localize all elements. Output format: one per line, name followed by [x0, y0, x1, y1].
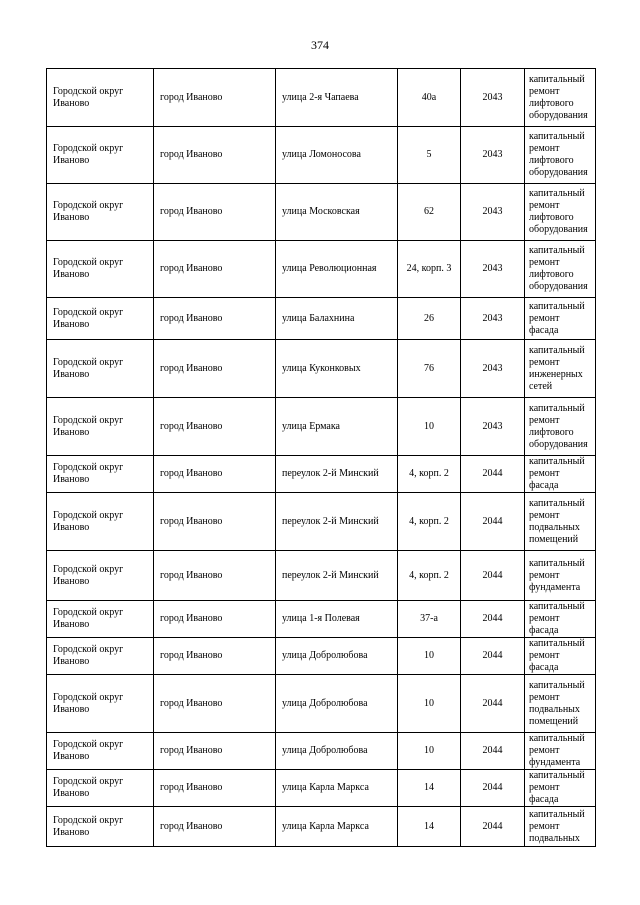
street-cell: улица Добролюбова: [276, 638, 398, 675]
table-row: [47, 733, 596, 770]
street-cell: улица Добролюбова: [276, 675, 398, 733]
house-number-cell: 10: [398, 398, 461, 456]
work-type-cell: капитальный ремонт подвальных: [525, 807, 596, 847]
table-row: [47, 807, 596, 847]
street-cell: улица Ломоносова: [276, 127, 398, 184]
table-row: [47, 69, 596, 127]
municipality-cell: Городской округ Иваново: [47, 601, 154, 638]
house-number-cell: 14: [398, 807, 461, 847]
street-cell: улица Революционная: [276, 241, 398, 298]
street-cell: улица Карла Маркса: [276, 807, 398, 847]
house-number-cell: 10: [398, 733, 461, 770]
locality-cell: город Иваново: [154, 241, 276, 298]
table-row: [47, 127, 596, 184]
year-cell: 2043: [461, 184, 525, 241]
locality-cell: город Иваново: [154, 770, 276, 807]
locality-cell: город Иваново: [154, 551, 276, 601]
locality-cell: город Иваново: [154, 807, 276, 847]
house-number-cell: 10: [398, 638, 461, 675]
locality-cell: город Иваново: [154, 675, 276, 733]
house-number-cell: 40а: [398, 69, 461, 127]
street-cell: улица Добролюбова: [276, 733, 398, 770]
house-number-cell: 10: [398, 675, 461, 733]
municipality-cell: Городской округ Иваново: [47, 69, 154, 127]
municipality-cell: Городской округ Иваново: [47, 675, 154, 733]
house-number-cell: 26: [398, 298, 461, 340]
page-number: 374: [311, 38, 329, 52]
locality-cell: город Иваново: [154, 456, 276, 493]
locality-cell: город Иваново: [154, 733, 276, 770]
table-row: [47, 241, 596, 298]
locality-cell: город Иваново: [154, 638, 276, 675]
locality-cell: город Иваново: [154, 601, 276, 638]
table-row: [47, 456, 596, 493]
locality-cell: город Иваново: [154, 298, 276, 340]
year-cell: 2043: [461, 298, 525, 340]
house-number-cell: 62: [398, 184, 461, 241]
locality-cell: город Иваново: [154, 398, 276, 456]
year-cell: 2043: [461, 398, 525, 456]
year-cell: 2044: [461, 551, 525, 601]
house-number-cell: 5: [398, 127, 461, 184]
locality-cell: город Иваново: [154, 127, 276, 184]
municipality-cell: Городской округ Иваново: [47, 638, 154, 675]
work-type-cell: капитальный ремонт инженерных сетей: [525, 340, 596, 398]
year-cell: 2043: [461, 340, 525, 398]
house-number-cell: 14: [398, 770, 461, 807]
street-cell: улица Карла Маркса: [276, 770, 398, 807]
work-type-cell: капитальный ремонт лифтового оборудования: [525, 127, 596, 184]
street-cell: улица 1-я Полевая: [276, 601, 398, 638]
year-cell: 2044: [461, 770, 525, 807]
work-type-cell: капитальный ремонт подвальных помещений: [525, 493, 596, 551]
work-type-cell: капитальный ремонт фасада: [525, 456, 596, 493]
municipality-cell: Городской округ Иваново: [47, 298, 154, 340]
year-cell: 2043: [461, 69, 525, 127]
municipality-cell: Городской округ Иваново: [47, 770, 154, 807]
year-cell: 2044: [461, 675, 525, 733]
municipality-cell: Городской округ Иваново: [47, 184, 154, 241]
table-row: [47, 398, 596, 456]
work-type-cell: капитальный ремонт фундамента: [525, 551, 596, 601]
house-number-cell: 76: [398, 340, 461, 398]
table-row: [47, 340, 596, 398]
house-number-cell: 4, корп. 2: [398, 493, 461, 551]
locality-cell: город Иваново: [154, 184, 276, 241]
street-cell: улица 2-я Чапаева: [276, 69, 398, 127]
municipality-cell: Городской округ Иваново: [47, 493, 154, 551]
street-cell: улица Балахнина: [276, 298, 398, 340]
year-cell: 2044: [461, 601, 525, 638]
municipality-cell: Городской округ Иваново: [47, 551, 154, 601]
work-type-cell: капитальный ремонт лифтового оборудования: [525, 241, 596, 298]
locality-cell: город Иваново: [154, 493, 276, 551]
municipality-cell: Городской округ Иваново: [47, 456, 154, 493]
municipality-cell: Городской округ Иваново: [47, 807, 154, 847]
year-cell: 2044: [461, 638, 525, 675]
municipality-cell: Городской округ Иваново: [47, 733, 154, 770]
repair-schedule-table: [46, 68, 596, 847]
street-cell: улица Ермака: [276, 398, 398, 456]
street-cell: улица Московская: [276, 184, 398, 241]
table-row: [47, 638, 596, 675]
municipality-cell: Городской округ Иваново: [47, 127, 154, 184]
locality-cell: город Иваново: [154, 69, 276, 127]
table-row: [47, 601, 596, 638]
table-row: [47, 184, 596, 241]
work-type-cell: капитальный ремонт лифтового оборудования: [525, 69, 596, 127]
house-number-cell: 4, корп. 2: [398, 551, 461, 601]
house-number-cell: 37-а: [398, 601, 461, 638]
year-cell: 2043: [461, 127, 525, 184]
table-row: [47, 675, 596, 733]
work-type-cell: капитальный ремонт фасада: [525, 601, 596, 638]
street-cell: переулок 2-й Минский: [276, 493, 398, 551]
work-type-cell: капитальный ремонт лифтового оборудования: [525, 398, 596, 456]
year-cell: 2043: [461, 241, 525, 298]
municipality-cell: Городской округ Иваново: [47, 340, 154, 398]
work-type-cell: капитальный ремонт фасада: [525, 770, 596, 807]
table-row: [47, 493, 596, 551]
work-type-cell: капитальный ремонт подвальных помещений: [525, 675, 596, 733]
locality-cell: город Иваново: [154, 340, 276, 398]
municipality-cell: Городской округ Иваново: [47, 241, 154, 298]
table-row: [47, 298, 596, 340]
year-cell: 2044: [461, 807, 525, 847]
street-cell: переулок 2-й Минский: [276, 551, 398, 601]
municipality-cell: Городской округ Иваново: [47, 398, 154, 456]
work-type-cell: капитальный ремонт лифтового оборудования: [525, 184, 596, 241]
year-cell: 2044: [461, 493, 525, 551]
street-cell: переулок 2-й Минский: [276, 456, 398, 493]
street-cell: улица Куконковых: [276, 340, 398, 398]
work-type-cell: капитальный ремонт фасада: [525, 638, 596, 675]
house-number-cell: 4, корп. 2: [398, 456, 461, 493]
table-row: [47, 551, 596, 601]
year-cell: 2044: [461, 456, 525, 493]
work-type-cell: капитальный ремонт фасада: [525, 298, 596, 340]
table-row: [47, 770, 596, 807]
work-type-cell: капитальный ремонт фундамента: [525, 733, 596, 770]
house-number-cell: 24, корп. 3: [398, 241, 461, 298]
year-cell: 2044: [461, 733, 525, 770]
